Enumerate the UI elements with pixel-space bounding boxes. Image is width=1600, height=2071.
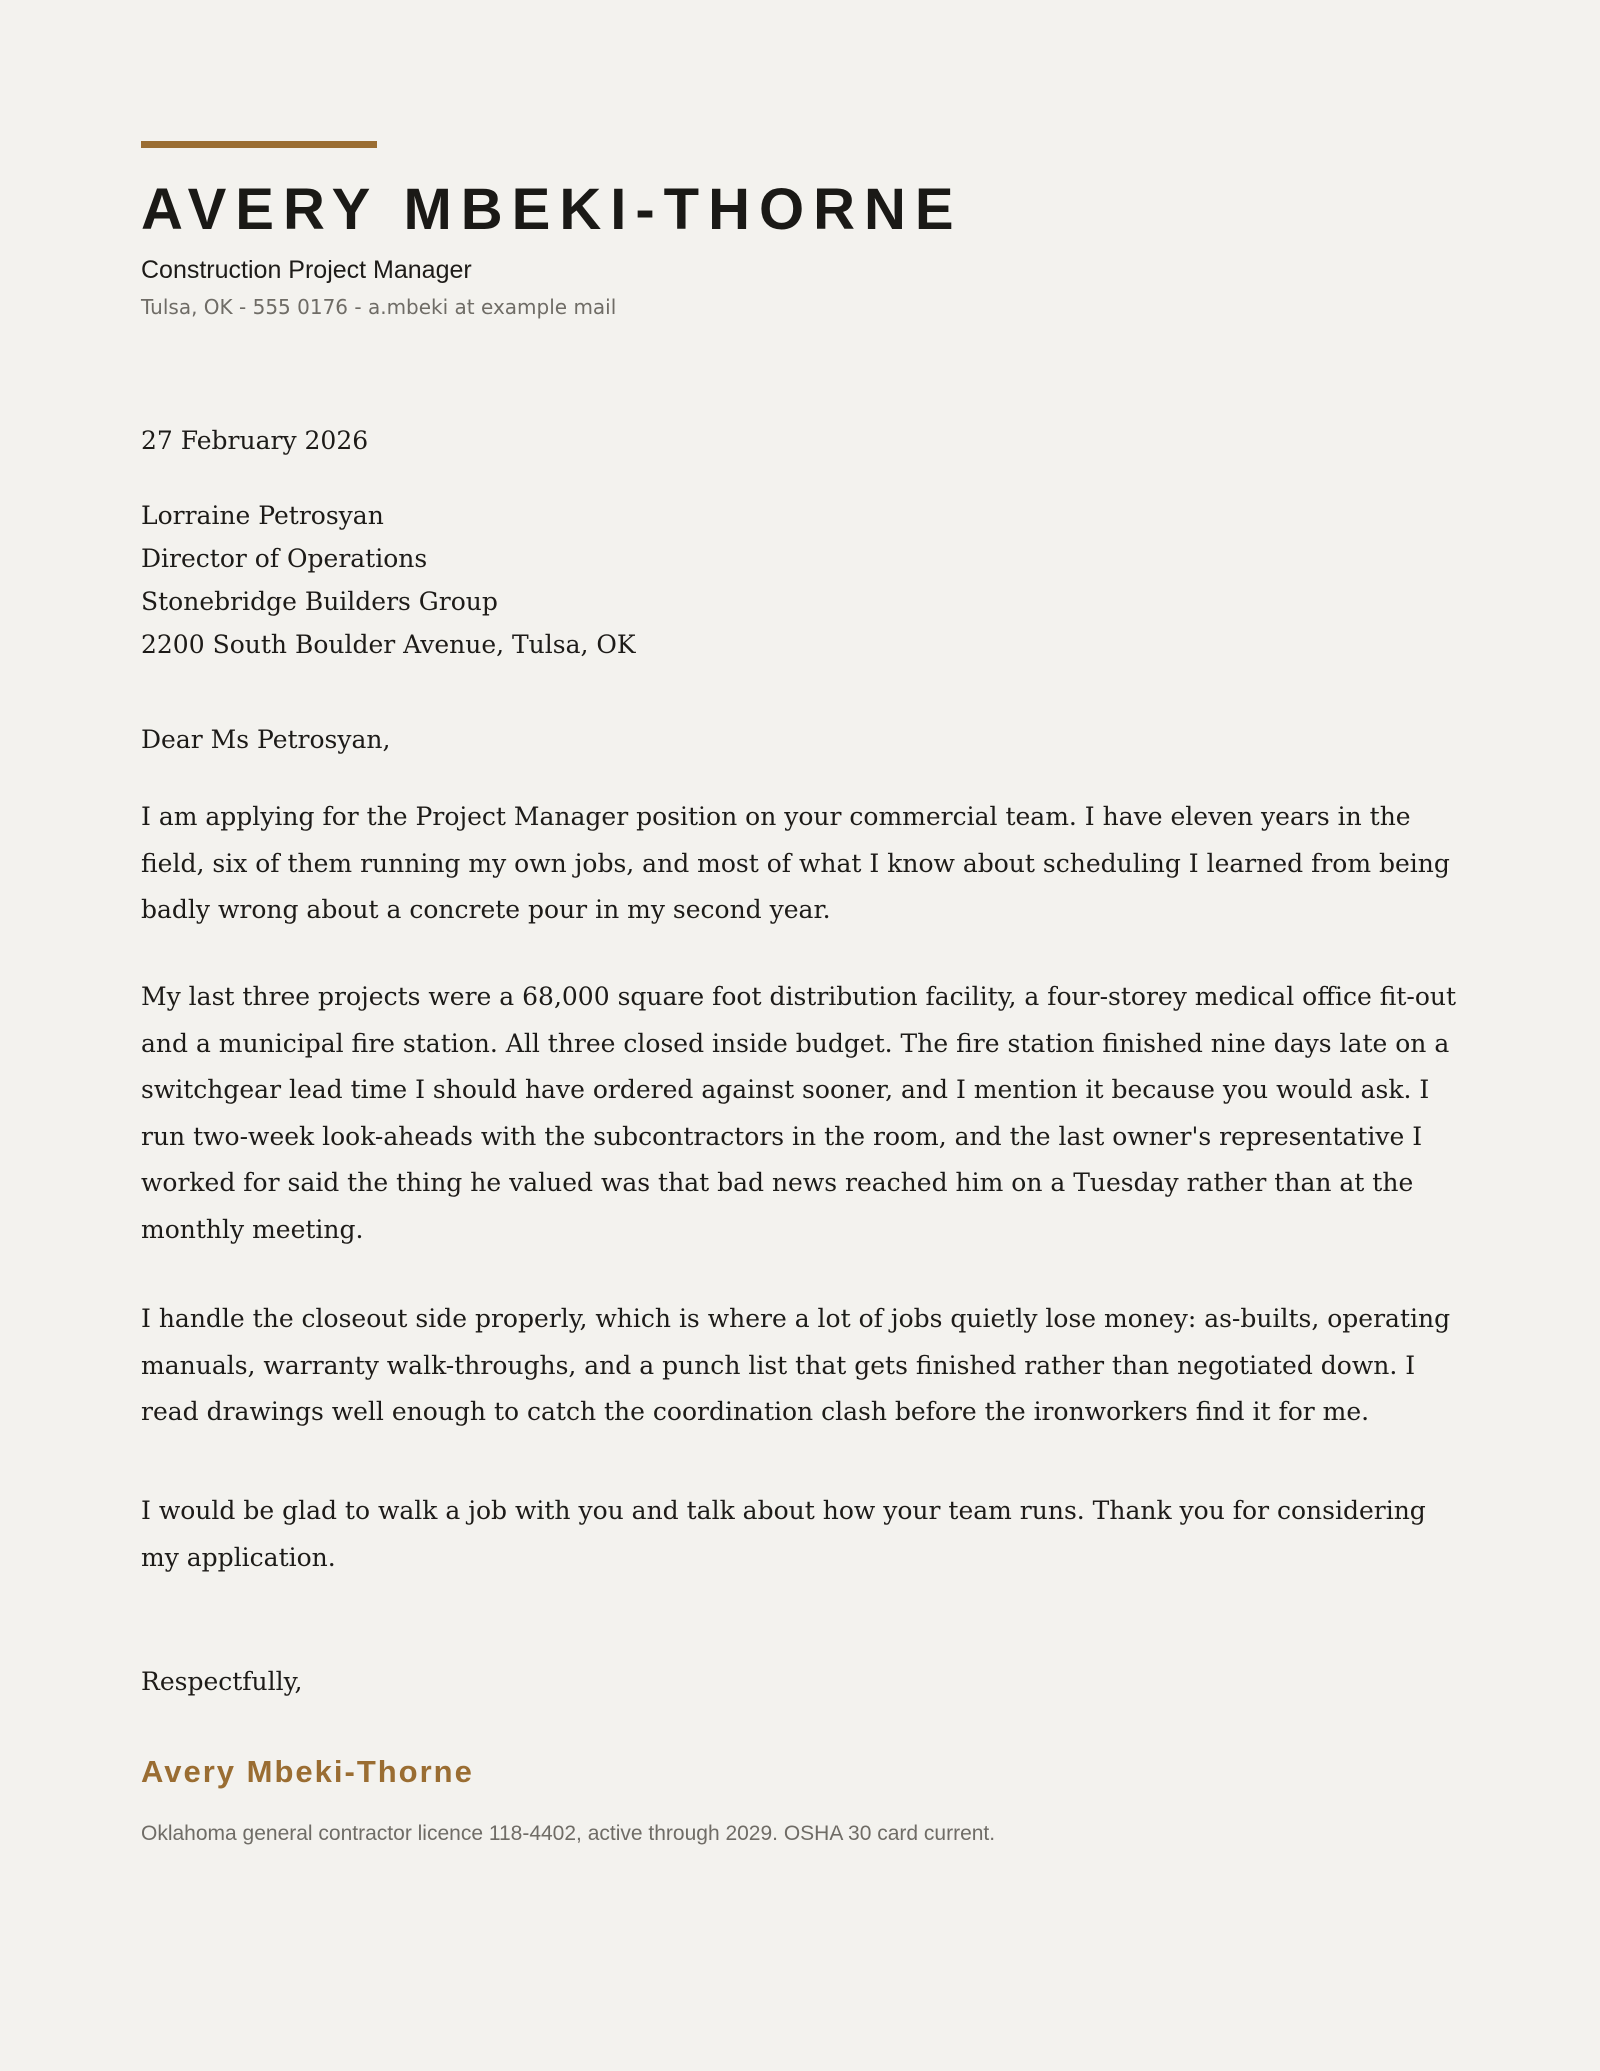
- recipient-name: Lorraine Petrosyan: [141, 501, 384, 530]
- recipient-address: 2200 South Boulder Avenue, Tulsa, OK: [141, 630, 636, 659]
- recipient-title: Director of Operations: [141, 544, 428, 573]
- applicant-role: Construction Project Manager: [141, 256, 472, 284]
- licence-footnote: Oklahoma general contractor licence 118-4402, active through 2029. OSHA 30 card current.: [141, 1822, 996, 1845]
- body-paragraph-4: I would be glad to walk a job with you and talk about how your team runs. Thank you for considering my application.: [141, 1496, 1426, 1572]
- signature-name: Avery Mbeki-Thorne: [141, 1754, 474, 1789]
- body-paragraph-2: My last three projects were a 68,000 square foot distribution facility, a four-storey medical office fit-out and a municipal fire station. All three closed inside budget. The fire station finished nine days late on a switchgear lead time I should have ordered against sooner, and I mention it because you would ask. I run two-week look-aheads with the subcontractors in the room, and the last owner's representative I worked for said the thing he valued was that bad news reached him on a Tuesday rather than at the monthly meeting.: [141, 982, 1457, 1244]
- applicant-name: AVERY MBEKI-THORNE: [141, 177, 963, 242]
- accent-rule: [141, 141, 377, 148]
- applicant-contact: Tulsa, OK - 555 0176 - a.mbeki at example mail: [141, 295, 617, 319]
- closing: Respectfully,: [141, 1667, 303, 1696]
- recipient-company: Stonebridge Builders Group: [141, 587, 498, 616]
- letter-date: 27 February 2026: [141, 426, 369, 455]
- body-paragraph-1: I am applying for the Project Manager position on your commercial team. I have eleven years in the field, six of them running my own jobs, and most of what I know about scheduling I learned from being badly wrong about a concrete pour in my second year.: [141, 802, 1450, 924]
- body-paragraph-3: I handle the closeout side properly, which is where a lot of jobs quietly lose money: as-builts, operating manuals, warranty walk-throughs, and a punch list that gets finished rather than negotiated down. I read drawings well enough to catch the coordination clash before the ironworkers find it for me.: [141, 1304, 1451, 1426]
- recipient-block: [141, 494, 636, 666]
- salutation: Dear Ms Petrosyan,: [141, 725, 391, 754]
